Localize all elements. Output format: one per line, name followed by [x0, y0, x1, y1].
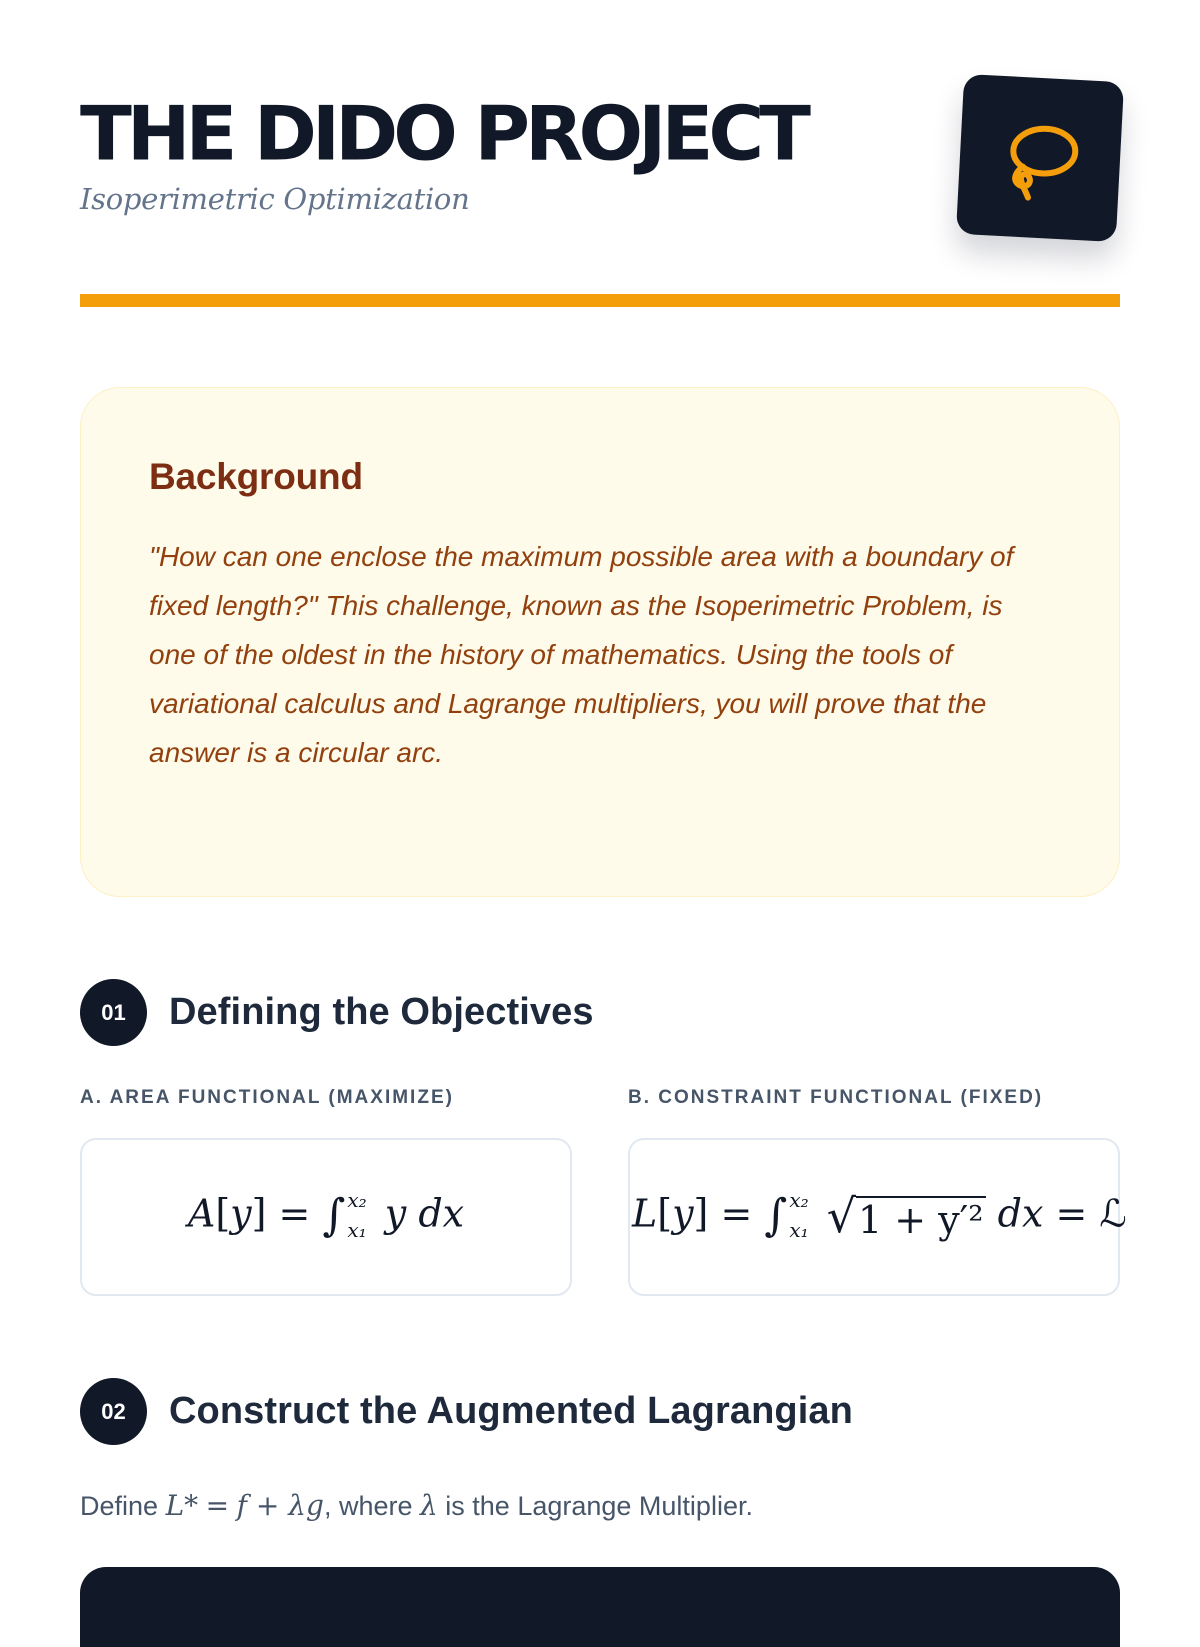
lagrangian-definition — [80, 1489, 753, 1522]
formula-symbol: L — [632, 1191, 658, 1236]
page-header — [80, 90, 1120, 254]
integrand: y — [384, 1191, 407, 1236]
area-functional-formula — [80, 1138, 572, 1296]
lambda-symbol: λ — [420, 1489, 438, 1522]
logo-badge — [956, 74, 1124, 242]
background-body: "How can one enclose the maximum possible area with a boundary of fixed length?" This challenge, known as the Isoperimetric Problem, is one of the oldest in the history of mathematics. Using the tools of variational calculus and Lagrange multipliers, you will prove that the answer is a circular arc. — [149, 541, 1014, 768]
integral-sign: ∫ — [764, 1189, 788, 1241]
define-suffix: is the Lagrange Multiplier. — [445, 1491, 753, 1521]
lasso-icon — [997, 115, 1083, 201]
constraint-formula-expression: L[y] = ∫ x₂ x₁ √ 1 + y′² dx = ℒ — [632, 1188, 1127, 1243]
radicand: 1 + y′² — [858, 1198, 984, 1242]
background-heading: Background — [149, 456, 363, 497]
formula-symbol: y — [672, 1191, 694, 1236]
area-formula-expression: A[y] = ∫ x₂ x₁ y dx — [187, 1188, 465, 1242]
section-01-header — [80, 979, 594, 1046]
upper-limit: x₂ — [347, 1188, 367, 1212]
lagrangian-expression: f + λg — [236, 1489, 324, 1522]
formula-operator: = — [720, 1191, 753, 1236]
differential: dx — [997, 1191, 1044, 1236]
equation-panel — [80, 1567, 1120, 1647]
formula-operator: = — [205, 1489, 230, 1522]
integral-sign: ∫ — [322, 1189, 346, 1241]
define-middle: , where — [323, 1491, 413, 1521]
lower-limit: x₁ — [347, 1218, 367, 1242]
constraint-functional-label: B. CONSTRAINT FUNCTIONAL (FIXED) — [628, 1087, 1044, 1108]
accent-divider — [80, 294, 1120, 307]
formula-symbol: y — [230, 1191, 252, 1236]
lower-limit: x₁ — [789, 1218, 809, 1242]
section-title: Defining the Objectives — [169, 991, 594, 1033]
section-number-badge: 02 — [80, 1378, 147, 1445]
page-title: THE DIDO PROJECT — [80, 90, 806, 178]
section-title: Construct the Augmented Lagrangian — [169, 1390, 853, 1432]
radical-sign: √ — [826, 1189, 857, 1243]
section-number-badge: 01 — [80, 979, 147, 1046]
formula-symbol: A — [187, 1191, 216, 1236]
square-root — [826, 1189, 986, 1243]
define-prefix: Define — [80, 1491, 159, 1521]
integral-limits — [347, 1189, 366, 1241]
page-subtitle: Isoperimetric Optimization — [80, 182, 470, 216]
differential: dx — [418, 1191, 465, 1236]
constraint-functional-formula — [628, 1138, 1127, 1296]
formula-operator: = — [278, 1191, 311, 1236]
integral-limits — [789, 1189, 808, 1241]
section-02-header — [80, 1378, 853, 1445]
fixed-length-symbol: ℒ — [1099, 1191, 1127, 1236]
augmented-lagrangian-symbol: L* — [165, 1489, 199, 1522]
area-functional-label: A. AREA FUNCTIONAL (MAXIMIZE) — [80, 1087, 454, 1108]
background-card — [80, 387, 1120, 897]
upper-limit: x₂ — [789, 1188, 809, 1212]
